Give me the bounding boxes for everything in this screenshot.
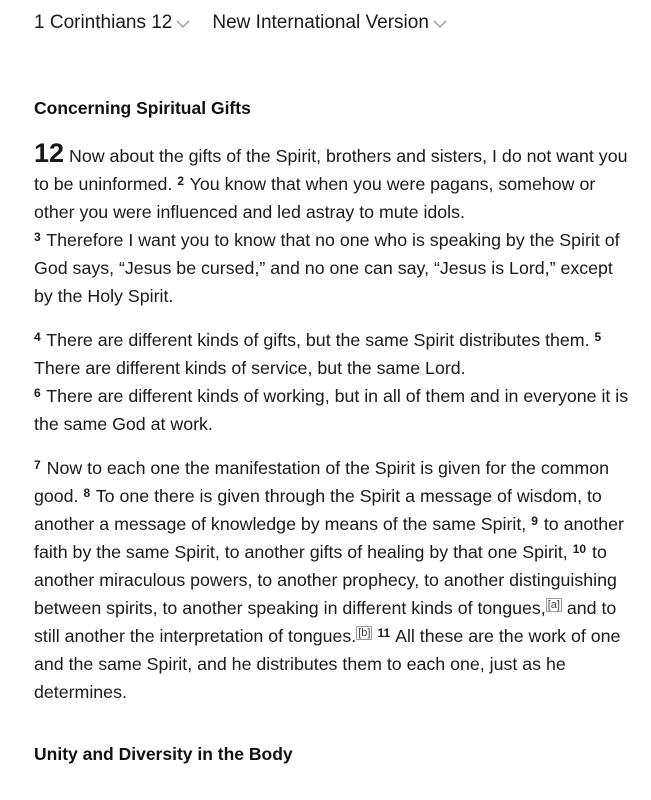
chevron-down-icon bbox=[176, 19, 190, 29]
verse-number: 6 bbox=[34, 386, 41, 400]
verse-text: All these are the work of one and the same Spirit, and he distributes them to each one, just as he determines. bbox=[34, 626, 621, 702]
section-heading: Concerning Spiritual Gifts bbox=[34, 98, 251, 118]
verse-number: 4 bbox=[34, 330, 41, 344]
verse-text: There are different kinds of working, but in all of them and in everyone it is the same God at work. bbox=[34, 386, 629, 434]
footnote-link-b[interactable]: [b] bbox=[358, 627, 371, 639]
verse-text: You know that when you were pagans, somehow or other you were influenced and led astray to mute idols. bbox=[34, 174, 596, 222]
footnote-link-a[interactable]: [a] bbox=[547, 599, 560, 611]
verse-text: and to still another the interpretation of tongues. bbox=[34, 598, 617, 646]
top-bar bbox=[34, 10, 447, 36]
verse-number: 8 bbox=[83, 486, 91, 500]
verse-number: 5 bbox=[594, 330, 602, 344]
passage-content bbox=[34, 94, 634, 788]
verse-text: Now to each one the manifestation of the Spirit is given for the common good. bbox=[34, 458, 610, 506]
verse-number: 7 bbox=[34, 458, 41, 472]
verse-text: Now about the gifts of the Spirit, brothers and sisters, I do not want you to be uninformed. bbox=[34, 146, 628, 194]
verse-text: There are different kinds of gifts, but the same Spirit distributes them. bbox=[41, 330, 590, 350]
paragraph bbox=[34, 138, 634, 310]
book-chapter-selector[interactable] bbox=[34, 12, 190, 34]
verse-text: Therefore I want you to know that no one who is speaking by the Spirit of God says, “Jesus be cursed,” and no one can say, “Jesus is Lord,” except by the Holy Spirit. bbox=[34, 230, 620, 306]
verse-number: 3 bbox=[34, 230, 41, 244]
version-selector[interactable] bbox=[212, 12, 447, 34]
verse-text: to another miraculous powers, to another prophecy, to another distinguishing between spirits, to another speaking in different kinds of tongues, bbox=[34, 542, 617, 618]
verse-text: There are different kinds of service, but the same Lord. bbox=[34, 358, 466, 378]
paragraph bbox=[34, 454, 634, 706]
book-chapter-label: 1 Corinthians 12 bbox=[34, 12, 173, 33]
paragraph bbox=[34, 326, 634, 438]
verse-text: To one there is given through the Spirit a message of wisdom, to another a message of knowledge by means of the same Spirit, bbox=[34, 486, 602, 534]
verse-number: 11 bbox=[377, 626, 391, 640]
version-label: New International Version bbox=[212, 12, 429, 33]
verse-number: 10 bbox=[572, 542, 587, 556]
chapter-number: 12 bbox=[34, 138, 65, 168]
verse-number: 9 bbox=[531, 514, 538, 528]
section-heading: Unity and Diversity in the Body bbox=[34, 744, 293, 764]
chevron-down-icon bbox=[433, 19, 447, 29]
verse-text: to another faith by the same Spirit, to another gifts of healing by that one Spirit, bbox=[34, 514, 624, 562]
verse-number: 2 bbox=[177, 174, 185, 188]
